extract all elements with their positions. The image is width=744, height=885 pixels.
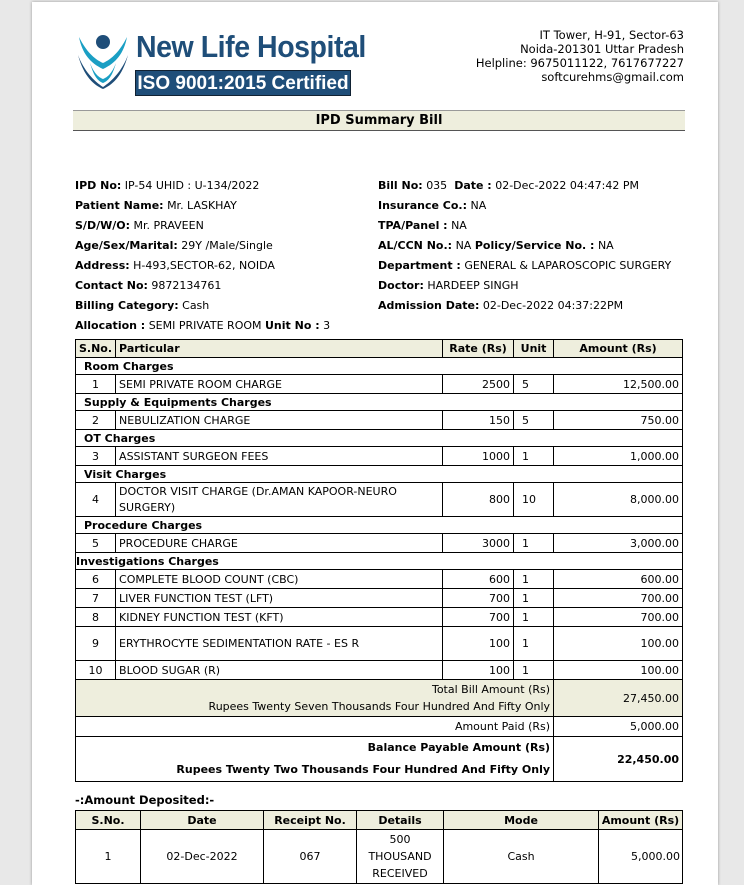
cell-particular: LIVER FUNCTION TEST (LFT) bbox=[116, 589, 443, 608]
policy-value: NA bbox=[597, 239, 614, 252]
col-amount-header: Amount (Rs) bbox=[554, 340, 683, 358]
cell-sno: 7 bbox=[76, 589, 116, 608]
admission-date-label: Admission Date: bbox=[378, 299, 480, 312]
cell-rate: 3000 bbox=[443, 534, 514, 553]
address-value: H-493,SECTOR-62, NOIDA bbox=[133, 259, 275, 272]
cell-particular: ASSISTANT SURGEON FEES bbox=[116, 447, 443, 466]
cell-sno: 1 bbox=[76, 375, 116, 394]
category-label: Investigations Charges bbox=[76, 553, 683, 570]
department-label: Department : bbox=[378, 259, 461, 272]
cell-amount: 12,500.00 bbox=[554, 375, 683, 394]
cell-rate: 700 bbox=[443, 589, 514, 608]
table-row bbox=[76, 534, 683, 553]
dep-col-amount: Amount (Rs) bbox=[599, 811, 683, 830]
total-words: Rupees Twenty Seven Thousands Four Hundred And Fifty Only bbox=[208, 700, 551, 713]
cell-sno: 5 bbox=[76, 534, 116, 553]
tpa-value: NA bbox=[451, 219, 467, 232]
paid-row bbox=[76, 717, 683, 737]
table-row bbox=[76, 589, 683, 608]
table-row bbox=[76, 608, 683, 627]
table-row bbox=[76, 570, 683, 589]
bill-page bbox=[32, 2, 718, 885]
patient-name-label: Patient Name: bbox=[75, 199, 164, 212]
cell-rate: 100 bbox=[443, 627, 514, 661]
category-row bbox=[76, 517, 683, 534]
alccn-value: NA bbox=[455, 239, 472, 252]
alccn-label: AL/CCN No.: bbox=[378, 239, 453, 252]
table-row bbox=[76, 830, 683, 884]
sdw-label: S/D/W/O: bbox=[75, 219, 130, 232]
address-line-1: IT Tower, H-91, Sector-63 bbox=[539, 28, 684, 42]
bill-date-value: 02-Dec-2022 04:47:42 PM bbox=[495, 179, 639, 192]
bill-date-label: Date : bbox=[454, 179, 492, 192]
dep-col-receipt: Receipt No. bbox=[264, 811, 357, 830]
age-label: Age/Sex/Marital: bbox=[75, 239, 178, 252]
category-label: OT Charges bbox=[76, 430, 683, 447]
charges-table bbox=[75, 339, 683, 782]
certification-badge: ISO 9001:2015 Certified bbox=[135, 70, 351, 96]
dep-col-mode: Mode bbox=[444, 811, 599, 830]
cell-sno: 6 bbox=[76, 570, 116, 589]
cell-sno: 9 bbox=[76, 627, 116, 661]
category-row bbox=[76, 466, 683, 483]
dep-cell-mode: Cash bbox=[444, 830, 599, 884]
cell-particular: KIDNEY FUNCTION TEST (KFT) bbox=[116, 608, 443, 627]
col-particular-header: Particular bbox=[116, 340, 443, 358]
age-value: 29Y /Male/Single bbox=[181, 239, 273, 252]
cell-unit: 1 bbox=[514, 627, 554, 661]
dep-col-details: Details bbox=[357, 811, 444, 830]
cell-amount: 750.00 bbox=[554, 411, 683, 430]
department-value: GENERAL & LAPAROSCOPIC SURGERY bbox=[464, 259, 672, 272]
hospital-name: New Life Hospital bbox=[136, 29, 366, 64]
cell-particular: NEBULIZATION CHARGE bbox=[116, 411, 443, 430]
table-row bbox=[76, 447, 683, 466]
paid-label: Amount Paid (Rs) bbox=[76, 717, 554, 737]
total-label: Total Bill Amount (Rs) bbox=[431, 683, 551, 696]
dep-col-sno: S.No. bbox=[76, 811, 141, 830]
category-label: Room Charges bbox=[76, 358, 683, 375]
category-row bbox=[76, 553, 683, 570]
cell-unit: 1 bbox=[514, 608, 554, 627]
patient-info bbox=[75, 176, 330, 336]
cell-amount: 700.00 bbox=[554, 589, 683, 608]
cell-unit: 1 bbox=[514, 661, 554, 680]
cell-unit: 1 bbox=[514, 534, 554, 553]
admission-date-value: 02-Dec-2022 04:37:22PM bbox=[482, 299, 624, 312]
cell-rate: 800 bbox=[443, 483, 514, 517]
cell-amount: 100.00 bbox=[554, 661, 683, 680]
cell-unit: 5 bbox=[514, 375, 554, 394]
balance-row bbox=[76, 737, 683, 782]
cell-sno: 10 bbox=[76, 661, 116, 680]
contact-value: 9872134761 bbox=[151, 279, 222, 292]
cell-unit: 10 bbox=[514, 483, 554, 517]
cell-amount: 3,000.00 bbox=[554, 534, 683, 553]
cell-particular: DOCTOR VISIT CHARGE (Dr.AMAN KAPOOR-NEURO SURGERY) bbox=[116, 483, 443, 517]
billing-category-label: Billing Category: bbox=[75, 299, 179, 312]
billing-category-value: Cash bbox=[182, 299, 210, 312]
cell-sno: 4 bbox=[76, 483, 116, 517]
cell-sno: 8 bbox=[76, 608, 116, 627]
total-label-cell bbox=[76, 680, 554, 717]
cell-particular: BLOOD SUGAR (R) bbox=[116, 661, 443, 680]
balance-value: 22,450.00 bbox=[554, 737, 683, 782]
cell-unit: 1 bbox=[514, 589, 554, 608]
address-label: Address: bbox=[75, 259, 130, 272]
table-row bbox=[76, 661, 683, 680]
cell-amount: 600.00 bbox=[554, 570, 683, 589]
insurance-label: Insurance Co.: bbox=[378, 199, 467, 212]
cell-amount: 8,000.00 bbox=[554, 483, 683, 517]
cell-particular: COMPLETE BLOOD COUNT (CBC) bbox=[116, 570, 443, 589]
category-row bbox=[76, 394, 683, 411]
helpline: Helpline: 9675011122, 7617677227 bbox=[475, 56, 684, 70]
category-label: Procedure Charges bbox=[76, 517, 683, 534]
ipd-label: IPD No: bbox=[75, 179, 122, 192]
ipd-value: IP-54 UHID : U-134/2022 bbox=[124, 179, 260, 192]
cell-rate: 600 bbox=[443, 570, 514, 589]
cell-amount: 700.00 bbox=[554, 608, 683, 627]
doctor-label: Doctor: bbox=[378, 279, 424, 292]
dep-col-date: Date bbox=[141, 811, 264, 830]
dep-cell-receipt: 067 bbox=[264, 830, 357, 884]
cell-sno: 3 bbox=[76, 447, 116, 466]
table-row bbox=[76, 627, 683, 661]
cell-unit: 1 bbox=[514, 570, 554, 589]
dep-cell-sno: 1 bbox=[76, 830, 141, 884]
bill-no-value: 035 bbox=[426, 179, 448, 192]
cell-rate: 150 bbox=[443, 411, 514, 430]
address-line-2: Noida-201301 Uttar Pradesh bbox=[520, 42, 684, 56]
bill-no-label: Bill No: bbox=[378, 179, 423, 192]
table-row bbox=[76, 483, 683, 517]
category-row bbox=[76, 358, 683, 375]
unit-no-value: 3 bbox=[323, 319, 331, 332]
email: softcurehms@gmail.com bbox=[541, 70, 684, 84]
cell-unit: 5 bbox=[514, 411, 554, 430]
deposits-table bbox=[75, 810, 683, 884]
unit-no-label: Unit No : bbox=[265, 319, 320, 332]
paid-value: 5,000.00 bbox=[554, 717, 683, 737]
dep-cell-date: 02-Dec-2022 bbox=[141, 830, 264, 884]
cell-particular: PROCEDURE CHARGE bbox=[116, 534, 443, 553]
col-rate-header: Rate (Rs) bbox=[443, 340, 514, 358]
sdw-value: Mr. PRAVEEN bbox=[133, 219, 204, 232]
col-sno-header: S.No. bbox=[76, 340, 116, 358]
table-row bbox=[76, 411, 683, 430]
category-label: Supply & Equipments Charges bbox=[76, 394, 683, 411]
total-row bbox=[76, 680, 683, 717]
deposits-title: -:Amount Deposited:- bbox=[75, 793, 215, 807]
table-row bbox=[76, 375, 683, 394]
balance-words: Rupees Twenty Two Thousands Four Hundred And Fifty Only bbox=[176, 763, 551, 776]
hospital-address bbox=[476, 28, 684, 84]
cell-unit: 1 bbox=[514, 447, 554, 466]
total-value: 27,450.00 bbox=[554, 680, 683, 717]
allocation-label: Allocation : bbox=[75, 319, 146, 332]
bill-info bbox=[378, 176, 671, 316]
category-label: Visit Charges bbox=[76, 466, 683, 483]
category-row bbox=[76, 430, 683, 447]
cell-rate: 2500 bbox=[443, 375, 514, 394]
cell-rate: 700 bbox=[443, 608, 514, 627]
patient-name-value: Mr. LASKHAY bbox=[167, 199, 237, 212]
insurance-value: NA bbox=[470, 199, 487, 212]
hospital-logo-icon bbox=[76, 33, 130, 89]
cell-particular: ERYTHROCYTE SEDIMENTATION RATE - ES R bbox=[116, 627, 443, 661]
doctor-value: HARDEEP SINGH bbox=[427, 279, 519, 292]
cell-rate: 100 bbox=[443, 661, 514, 680]
col-unit-header: Unit bbox=[514, 340, 554, 358]
balance-label: Balance Payable Amount (Rs) bbox=[367, 741, 551, 754]
dep-cell-details: 500 THOUSAND RECEIVED bbox=[357, 830, 444, 884]
policy-label: Policy/Service No. : bbox=[474, 239, 595, 252]
document-title: IPD Summary Bill bbox=[73, 110, 685, 131]
cell-sno: 2 bbox=[76, 411, 116, 430]
cell-rate: 1000 bbox=[443, 447, 514, 466]
balance-label-cell bbox=[76, 737, 554, 782]
cell-particular: SEMI PRIVATE ROOM CHARGE bbox=[116, 375, 443, 394]
cell-amount: 100.00 bbox=[554, 627, 683, 661]
dep-cell-amount: 5,000.00 bbox=[599, 830, 683, 884]
cell-amount: 1,000.00 bbox=[554, 447, 683, 466]
tpa-label: TPA/Panel : bbox=[378, 219, 448, 232]
allocation-value: SEMI PRIVATE ROOM bbox=[148, 319, 262, 332]
contact-label: Contact No: bbox=[75, 279, 148, 292]
